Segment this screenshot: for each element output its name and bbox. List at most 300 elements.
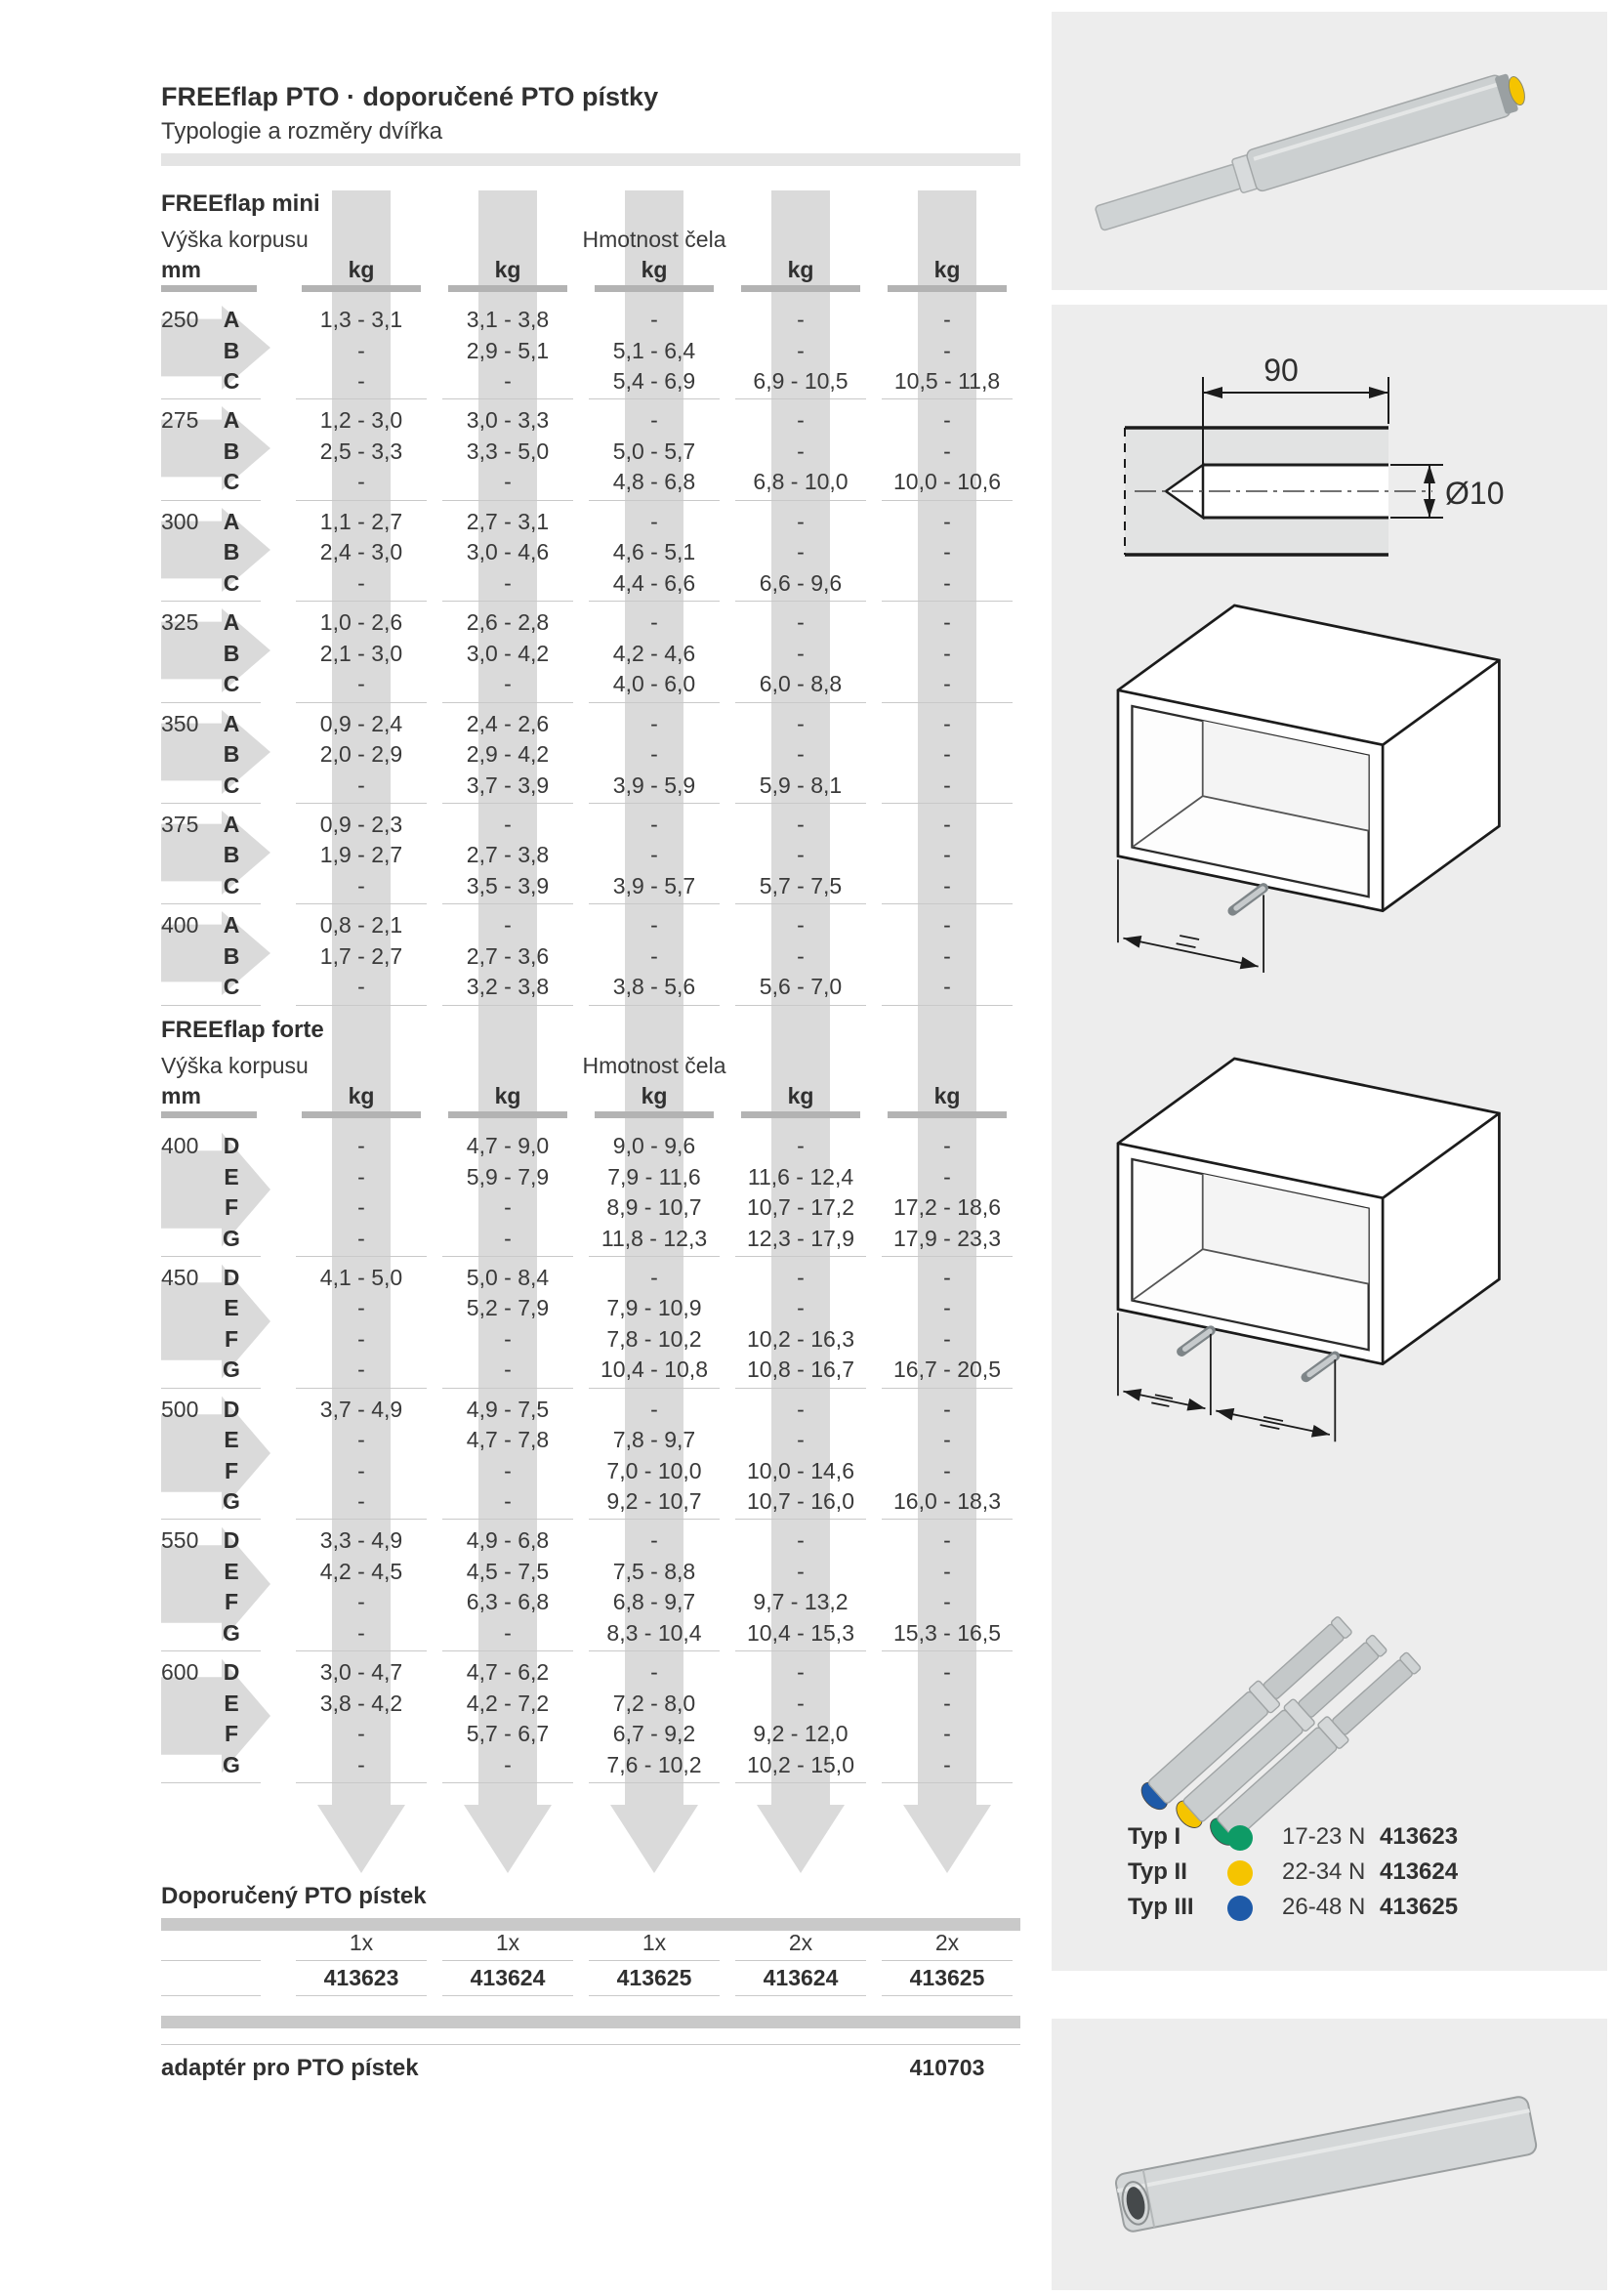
type-letter: G	[223, 1751, 240, 1777]
value-cell: -	[357, 469, 365, 495]
value-cell: 3,0 - 4,6	[466, 539, 550, 565]
value-cell: 16,7 - 20,5	[893, 1357, 1001, 1383]
value-cell: 3,9 - 5,9	[612, 772, 696, 798]
row-label-cell	[161, 1587, 288, 1618]
value-cell: -	[504, 1457, 512, 1483]
value-cell: -	[504, 671, 512, 697]
legend-type-label: Typ I	[1128, 1823, 1181, 1850]
value-cell: 5,1 - 6,4	[612, 337, 696, 363]
height-group-500	[161, 1389, 1020, 1521]
kg-label: kg	[494, 257, 521, 282]
legend-part-number: 413625	[1380, 1894, 1459, 1920]
table-row	[161, 739, 1020, 771]
value-cell: -	[797, 811, 805, 837]
value-cell: -	[357, 872, 365, 898]
value-cell: -	[943, 569, 951, 596]
corpus-height-value: 400	[161, 1133, 199, 1158]
value-cell: 1,3 - 3,1	[319, 307, 403, 332]
value-cell: 5,4 - 6,9	[612, 368, 696, 394]
legend-row	[1128, 1820, 1577, 1856]
table-row	[161, 1355, 1020, 1386]
value-cell: -	[943, 1589, 951, 1615]
value-cell: -	[943, 1721, 951, 1747]
value-cell: 16,0 - 18,3	[893, 1488, 1001, 1515]
mini-unit-row	[161, 255, 1020, 284]
value-cell: 2,6 - 2,8	[466, 609, 550, 636]
piston-type-legend	[1128, 1820, 1577, 1926]
table-row	[161, 1750, 1020, 1781]
table-row	[161, 771, 1020, 802]
quantity-value: 1x	[642, 1930, 667, 1955]
drawings-panel	[1052, 305, 1607, 1971]
height-group-600	[161, 1651, 1020, 1783]
value-cell: -	[357, 337, 365, 363]
row-label-cell	[161, 810, 288, 841]
table-row	[161, 305, 1020, 336]
value-cell: -	[797, 842, 805, 868]
row-label-cell	[161, 1324, 288, 1356]
legend-type-label: Typ III	[1128, 1894, 1194, 1920]
value-cell: 6,3 - 6,8	[466, 1589, 550, 1615]
row-label-cell	[161, 941, 288, 973]
row-label-cell	[161, 871, 288, 902]
value-cell: 3,5 - 3,9	[466, 872, 550, 898]
bore-dimension-drawing	[1105, 350, 1505, 574]
table-row	[161, 1618, 1020, 1649]
type-letter: B	[223, 438, 240, 464]
value-cell: 10,5 - 11,8	[893, 368, 1001, 394]
kg-label: kg	[641, 1083, 668, 1108]
row-label-cell	[161, 1719, 288, 1750]
value-cell: 7,6 - 10,2	[606, 1751, 702, 1777]
type-letter: B	[223, 741, 240, 768]
value-cell: -	[943, 1427, 951, 1453]
length-dimension-label: 90	[1263, 353, 1299, 388]
recommendation-line	[161, 1960, 1020, 1961]
value-cell: -	[650, 942, 658, 969]
legend-part-number: 413623	[1380, 1823, 1459, 1850]
type-letter: B	[223, 842, 240, 868]
value-cell: -	[943, 741, 951, 768]
type-letter: A	[223, 407, 240, 434]
type-letter: B	[223, 539, 240, 565]
value-cell: 2,7 - 3,6	[466, 942, 550, 969]
table-row	[161, 1192, 1020, 1224]
part-number-value: 413625	[909, 1965, 985, 1990]
table-row	[161, 1162, 1020, 1193]
height-group-400	[161, 1125, 1020, 1257]
value-cell: -	[797, 539, 805, 565]
value-cell: -	[797, 942, 805, 969]
value-cell: 2,5 - 3,3	[319, 438, 403, 464]
value-cell: 1,2 - 3,0	[319, 407, 403, 434]
value-cell: 10,0 - 10,6	[893, 469, 1001, 495]
down-arrow-icon	[317, 1805, 405, 1873]
row-label-cell	[161, 1618, 288, 1649]
value-cell: 2,7 - 3,1	[466, 508, 550, 534]
value-cell: 10,4 - 15,3	[747, 1619, 854, 1646]
row-label-cell	[161, 1425, 288, 1456]
forte-section-title: FREEflap forte	[161, 1017, 324, 1043]
value-cell: -	[650, 842, 658, 868]
table-row	[161, 1525, 1020, 1557]
height-group-300	[161, 501, 1020, 602]
table-row	[161, 1657, 1020, 1689]
height-group-350	[161, 703, 1020, 804]
value-cell: 2,4 - 2,6	[466, 710, 550, 736]
row-label-cell	[161, 739, 288, 771]
value-cell: 7,5 - 8,8	[612, 1558, 696, 1584]
forte-height-label: Výška korpusu	[161, 1053, 309, 1078]
value-cell: 5,9 - 8,1	[759, 772, 843, 798]
adapter-divider	[161, 2016, 1020, 2028]
value-cell: 4,2 - 4,6	[612, 640, 696, 666]
value-cell: 3,9 - 5,7	[612, 872, 696, 898]
value-cell: -	[943, 942, 951, 969]
value-cell: 6,9 - 10,5	[753, 368, 849, 394]
table-row	[161, 366, 1020, 397]
type-letter: F	[224, 1457, 239, 1483]
value-cell: 17,9 - 23,3	[893, 1225, 1001, 1251]
corpus-height-value: 325	[161, 609, 199, 636]
value-cell: -	[943, 438, 951, 464]
content-column	[161, 0, 1020, 2296]
value-cell: 3,7 - 4,9	[319, 1396, 403, 1422]
height-group-275	[161, 399, 1020, 500]
value-cell: 5,2 - 7,9	[466, 1295, 550, 1321]
table-row	[161, 1131, 1020, 1162]
table-row	[161, 405, 1020, 437]
value-cell: -	[357, 1619, 365, 1646]
type-letter: D	[223, 1264, 240, 1290]
value-cell: 8,9 - 10,7	[606, 1194, 702, 1220]
value-cell: 7,2 - 8,0	[612, 1690, 696, 1716]
row-label-cell	[161, 972, 288, 1003]
recommendation-title: Doporučený PTO pístek	[161, 1883, 427, 1909]
table-row	[161, 941, 1020, 973]
value-cell: -	[504, 1357, 512, 1383]
table-row	[161, 1395, 1020, 1426]
value-cell: 0,8 - 2,1	[319, 912, 403, 939]
mini-weight-label: Hmotnost čela	[582, 227, 726, 252]
piston-types-photo	[1096, 1530, 1554, 1860]
type-letter: E	[224, 1427, 239, 1453]
value-cell: -	[797, 640, 805, 666]
row-label-cell	[161, 1395, 288, 1426]
value-cell: -	[357, 368, 365, 394]
value-cell: -	[943, 1690, 951, 1716]
table-row	[161, 709, 1020, 740]
row-label-cell	[161, 1293, 288, 1324]
value-cell: 5,6 - 7,0	[759, 974, 843, 1000]
kg-label: kg	[348, 1083, 375, 1108]
mm-label: mm	[161, 1083, 201, 1108]
value-cell: -	[504, 1751, 512, 1777]
value-cell: -	[650, 407, 658, 434]
table-row	[161, 1719, 1020, 1750]
value-cell: 11,6 - 12,4	[747, 1163, 854, 1190]
mm-label: mm	[161, 257, 201, 282]
value-cell: 10,2 - 16,3	[747, 1325, 854, 1352]
value-cell: 2,9 - 5,1	[466, 337, 550, 363]
value-cell: 6,0 - 8,8	[759, 671, 843, 697]
table-row	[161, 507, 1020, 538]
value-cell: 4,6 - 5,1	[612, 539, 696, 565]
row-label-cell	[161, 537, 288, 568]
value-cell: -	[797, 337, 805, 363]
value-cell: -	[797, 609, 805, 636]
down-arrow-icon	[757, 1805, 845, 1873]
value-cell: 4,2 - 4,5	[319, 1558, 403, 1584]
piston-pin-icon	[1181, 1330, 1211, 1352]
color-dot-icon	[1227, 1860, 1253, 1886]
value-cell: 10,7 - 16,0	[747, 1488, 854, 1515]
value-cell: -	[943, 1163, 951, 1190]
value-cell: -	[943, 337, 951, 363]
mini-header-rule	[161, 285, 1020, 292]
corpus-height-value: 375	[161, 811, 199, 837]
value-cell: -	[797, 710, 805, 736]
value-cell: 3,7 - 3,9	[466, 772, 550, 798]
value-cell: 10,4 - 10,8	[600, 1357, 708, 1383]
kg-label: kg	[787, 1083, 814, 1108]
value-cell: -	[650, 609, 658, 636]
type-letter: C	[223, 569, 240, 596]
legend-row	[1128, 1856, 1577, 1891]
kg-label: kg	[933, 1083, 961, 1108]
corpus-height-value: 450	[161, 1264, 199, 1290]
value-cell: 4,9 - 6,8	[466, 1527, 550, 1554]
cabinet-drawing-single-piston	[1081, 586, 1540, 1027]
value-cell: -	[357, 1295, 365, 1321]
value-cell: -	[797, 741, 805, 768]
row-label-cell	[161, 910, 288, 941]
quantity-row	[161, 1928, 1020, 1957]
recommendation-line	[161, 1995, 1020, 1996]
piston-pin-icon	[1305, 1357, 1335, 1378]
quantity-value: 1x	[495, 1930, 520, 1955]
value-cell: 5,7 - 6,7	[466, 1721, 550, 1747]
value-cell: -	[504, 368, 512, 394]
type-letter: E	[224, 1163, 239, 1190]
value-cell: 3,3 - 5,0	[466, 438, 550, 464]
value-cell: -	[943, 710, 951, 736]
type-letter: D	[223, 1133, 240, 1158]
table-row	[161, 1557, 1020, 1588]
row-label-cell	[161, 1355, 288, 1386]
type-letter: G	[223, 1488, 240, 1515]
table-row	[161, 1425, 1020, 1456]
value-cell: -	[797, 1558, 805, 1584]
corpus-height-value: 300	[161, 508, 199, 534]
value-cell: -	[504, 1619, 512, 1646]
type-letter: A	[223, 508, 240, 534]
value-cell: -	[943, 1396, 951, 1422]
corpus-height-value: 550	[161, 1527, 199, 1554]
value-cell: -	[650, 811, 658, 837]
quantity-value: 1x	[349, 1930, 374, 1955]
value-cell: -	[943, 1751, 951, 1777]
adapter-photo-panel	[1052, 2019, 1607, 2290]
value-cell: 17,2 - 18,6	[893, 1194, 1001, 1220]
value-cell: 5,7 - 7,5	[759, 872, 843, 898]
value-cell: -	[357, 1427, 365, 1453]
value-cell: 3,8 - 5,6	[612, 974, 696, 1000]
type-letter: E	[224, 1295, 239, 1321]
value-cell: -	[797, 1396, 805, 1422]
type-letter: F	[224, 1194, 239, 1220]
table-row	[161, 910, 1020, 941]
row-label-cell	[161, 305, 288, 336]
legend-force-value: 22-34 N	[1282, 1858, 1366, 1885]
kg-label: kg	[494, 1083, 521, 1108]
piston-type-iii	[1136, 1611, 1356, 1815]
row-label-cell	[161, 437, 288, 468]
forte-unit-row	[161, 1081, 1020, 1110]
color-dot-icon	[1227, 1825, 1253, 1851]
part-number-value: 413624	[470, 1965, 546, 1990]
row-label-cell	[161, 1263, 288, 1294]
part-number-value: 413625	[616, 1965, 692, 1990]
legend-row	[1128, 1891, 1577, 1926]
mini-height-label: Výška korpusu	[161, 227, 309, 252]
value-cell: -	[504, 912, 512, 939]
value-cell: 4,2 - 7,2	[466, 1690, 550, 1716]
value-cell: -	[357, 1225, 365, 1251]
value-cell: -	[650, 912, 658, 939]
mini-groups	[161, 299, 1020, 1006]
empty-cell	[161, 1963, 288, 1992]
value-cell: -	[504, 469, 512, 495]
value-cell: -	[357, 1133, 365, 1158]
table-row	[161, 1293, 1020, 1324]
cabinet-drawing-double-piston	[1081, 1039, 1540, 1481]
value-cell: -	[943, 1527, 951, 1554]
height-group-250	[161, 299, 1020, 399]
value-cell: -	[943, 1325, 951, 1352]
height-group-325	[161, 602, 1020, 702]
value-cell: -	[650, 1659, 658, 1686]
value-cell: -	[357, 1751, 365, 1777]
value-cell: -	[357, 772, 365, 798]
value-cell: -	[357, 569, 365, 596]
value-cell: -	[943, 539, 951, 565]
value-cell: 7,8 - 9,7	[612, 1427, 696, 1453]
value-cell: -	[650, 1396, 658, 1422]
table-row	[161, 669, 1020, 700]
value-cell: 0,9 - 2,4	[319, 710, 403, 736]
type-letter: C	[223, 368, 240, 394]
diameter-dimension-label: Ø10	[1445, 476, 1505, 511]
table-row	[161, 607, 1020, 639]
value-cell: -	[943, 1295, 951, 1321]
row-label-cell	[161, 607, 288, 639]
value-cell: -	[943, 640, 951, 666]
row-label-cell	[161, 709, 288, 740]
value-cell: -	[504, 1325, 512, 1352]
value-cell: 9,2 - 12,0	[753, 1721, 849, 1747]
row-label-cell	[161, 1224, 288, 1255]
kg-label: kg	[787, 257, 814, 282]
adapter-photo	[1052, 2019, 1607, 2290]
type-letter: A	[223, 912, 240, 939]
type-letter: A	[223, 710, 240, 736]
value-cell: 4,5 - 7,5	[466, 1558, 550, 1584]
forte-header-rule	[161, 1111, 1020, 1118]
type-letter: C	[223, 671, 240, 697]
value-cell: -	[943, 609, 951, 636]
part-number-value: 413623	[323, 1965, 399, 1990]
type-letter: B	[223, 337, 240, 363]
kg-label: kg	[933, 257, 961, 282]
value-cell: -	[943, 508, 951, 534]
value-cell: 3,2 - 3,8	[466, 974, 550, 1000]
corpus-height-value: 275	[161, 407, 199, 434]
table-row	[161, 437, 1020, 468]
value-cell: -	[943, 811, 951, 837]
part-number-row	[161, 1963, 1020, 1992]
value-cell: 4,7 - 7,8	[466, 1427, 550, 1453]
legend-type-label: Typ II	[1128, 1858, 1187, 1885]
row-label-cell	[161, 568, 288, 600]
value-cell: -	[357, 671, 365, 697]
value-cell: 12,3 - 17,9	[747, 1225, 854, 1251]
table-row	[161, 1324, 1020, 1356]
type-letter: C	[223, 872, 240, 898]
value-cell: 10,0 - 14,6	[747, 1457, 854, 1483]
value-cell: 4,4 - 6,6	[612, 569, 696, 596]
table-row	[161, 568, 1020, 600]
row-label-cell	[161, 1689, 288, 1720]
value-cell: -	[943, 1558, 951, 1584]
value-cell: -	[357, 1357, 365, 1383]
value-cell: -	[943, 1659, 951, 1686]
table-row	[161, 1486, 1020, 1518]
type-letter: G	[223, 1619, 240, 1646]
value-cell: -	[943, 1264, 951, 1290]
row-label-cell	[161, 771, 288, 802]
value-cell: 10,2 - 15,0	[747, 1751, 854, 1777]
quantity-value: 2x	[934, 1930, 960, 1955]
legend-force-value: 17-23 N	[1282, 1823, 1366, 1850]
value-cell: -	[650, 508, 658, 534]
value-cell: -	[504, 1488, 512, 1515]
value-cell: -	[943, 307, 951, 332]
value-cell: 4,9 - 7,5	[466, 1396, 550, 1422]
value-cell: 4,8 - 6,8	[612, 469, 696, 495]
type-letter: A	[223, 609, 240, 636]
row-label-cell	[161, 1192, 288, 1224]
value-cell: -	[357, 1589, 365, 1615]
value-cell: 6,6 - 9,6	[759, 569, 843, 596]
height-group-550	[161, 1520, 1020, 1651]
value-cell: -	[357, 1163, 365, 1190]
value-cell: -	[797, 508, 805, 534]
group-separator	[161, 1782, 1020, 1783]
value-cell: -	[797, 307, 805, 332]
value-cell: -	[504, 1225, 512, 1251]
value-cell: -	[504, 569, 512, 596]
value-cell: 2,7 - 3,8	[466, 842, 550, 868]
mini-section-title: FREEflap mini	[161, 190, 320, 217]
kg-label: kg	[348, 257, 375, 282]
height-group-450	[161, 1257, 1020, 1389]
value-cell: -	[943, 1133, 951, 1158]
type-letter: F	[224, 1721, 239, 1747]
table-row	[161, 1224, 1020, 1255]
value-cell: -	[797, 1264, 805, 1290]
row-label-cell	[161, 336, 288, 367]
